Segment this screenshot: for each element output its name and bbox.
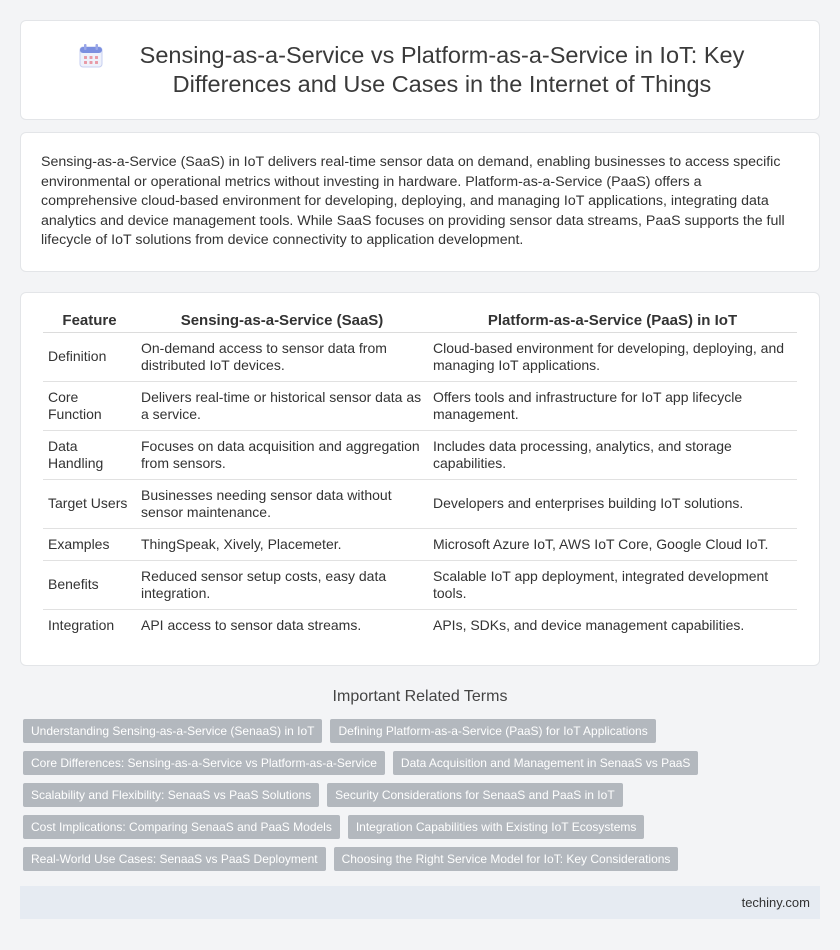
related-term-tag[interactable]: Core Differences: Sensing-as-a-Service vs Platform-as-a-Service xyxy=(23,751,385,775)
comparison-table-card xyxy=(20,292,820,666)
related-term-tag[interactable]: Data Acquisition and Management in SenaaS vs PaaS xyxy=(393,751,699,775)
row-feature: Core Function xyxy=(43,382,136,431)
table-row xyxy=(43,561,797,610)
header-inner xyxy=(78,41,762,99)
tag-row xyxy=(23,847,823,871)
footer-site-link[interactable]: techiny.com xyxy=(741,895,810,910)
row-saas: Focuses on data acquisition and aggregation from sensors. xyxy=(136,431,428,480)
related-term-tag[interactable]: Scalability and Flexibility: SenaaS vs PaaS Solutions xyxy=(23,783,319,807)
related-term-tag[interactable]: Integration Capabilities with Existing IoT Ecosystems xyxy=(348,815,645,839)
table-row xyxy=(43,382,797,431)
calendar-icon xyxy=(78,43,104,69)
row-paas: Developers and enterprises building IoT solutions. xyxy=(428,480,797,529)
row-feature: Benefits xyxy=(43,561,136,610)
table-header-row xyxy=(43,305,797,333)
page-title: Sensing-as-a-Service vs Platform-as-a-Service in IoT: Key Differences and Use Cases in the Internet of Things xyxy=(139,42,745,97)
table-row xyxy=(43,480,797,529)
related-term-tag[interactable]: Cost Implications: Comparing SenaaS and PaaS Models xyxy=(23,815,340,839)
row-feature: Definition xyxy=(43,333,136,382)
comparison-table xyxy=(43,305,797,642)
related-term-tag[interactable]: Defining Platform-as-a-Service (PaaS) for IoT Applications xyxy=(330,719,655,743)
related-term-tag[interactable]: Choosing the Right Service Model for IoT: Key Considerations xyxy=(334,847,679,871)
row-feature: Target Users xyxy=(43,480,136,529)
row-feature: Integration xyxy=(48,617,115,633)
row-saas: Delivers real-time or historical sensor data as a service. xyxy=(136,382,428,431)
row-paas: Microsoft Azure IoT, AWS IoT Core, Google Cloud IoT. xyxy=(428,529,797,561)
row-feature: Examples xyxy=(43,529,136,561)
table-row xyxy=(43,431,797,480)
related-term-tag[interactable]: Understanding Sensing-as-a-Service (SenaaS) in IoT xyxy=(23,719,322,743)
column-header-feature: Feature xyxy=(43,305,136,333)
row-saas: Reduced sensor setup costs, easy data integration. xyxy=(136,561,428,610)
intro-paragraph: Sensing-as-a-Service (SaaS) in IoT delivers real-time sensor data on demand, enabling businesses to access specific environmental or operational metrics without investing in hardware. Platform-as-a-Service (PaaS) offers a comprehensive cloud-based environment for developing, deploying, and managing IoT applications, integrating data analytics and device management tools. While SaaS focuses on providing sensor data streams, PaaS supports the full lifecycle of IoT solutions from device connectivity to application development. xyxy=(41,154,785,249)
related-term-tag[interactable]: Security Considerations for SenaaS and PaaS in IoT xyxy=(327,783,623,807)
row-paas: Scalable IoT app deployment, integrated development tools. xyxy=(428,561,797,610)
row-saas: On-demand access to sensor data from distributed IoT devices. xyxy=(136,333,428,382)
row-feature: Data Handling xyxy=(43,431,136,480)
intro-card xyxy=(20,132,820,272)
row-paas: Includes data processing, analytics, and storage capabilities. xyxy=(428,431,797,480)
column-header-paas: Platform-as-a-Service (PaaS) in IoT xyxy=(428,305,797,333)
row-saas: ThingSpeak, Xively, Placemeter. xyxy=(136,529,428,561)
related-terms-tags xyxy=(23,719,823,879)
related-term-tag[interactable]: Real-World Use Cases: SenaaS vs PaaS Deployment xyxy=(23,847,326,871)
table-row xyxy=(43,529,797,561)
table-row xyxy=(43,610,797,642)
header-card xyxy=(20,20,820,120)
tag-row xyxy=(23,751,823,775)
row-paas: Cloud-based environment for developing, deploying, and managing IoT applications. xyxy=(428,333,797,382)
row-saas: Businesses needing sensor data without sensor maintenance. xyxy=(136,480,428,529)
row-paas: APIs, SDKs, and device management capabilities. xyxy=(433,617,745,633)
row-saas: API access to sensor data streams. xyxy=(141,617,362,633)
related-terms-heading: Important Related Terms xyxy=(332,688,508,705)
footer-bar xyxy=(20,886,820,919)
tag-row xyxy=(23,783,823,807)
tag-row xyxy=(23,719,823,743)
table-row xyxy=(43,333,797,382)
row-paas: Offers tools and infrastructure for IoT app lifecycle management. xyxy=(428,382,797,431)
tag-row xyxy=(23,815,823,839)
column-header-saas: Sensing-as-a-Service (SaaS) xyxy=(136,305,428,333)
